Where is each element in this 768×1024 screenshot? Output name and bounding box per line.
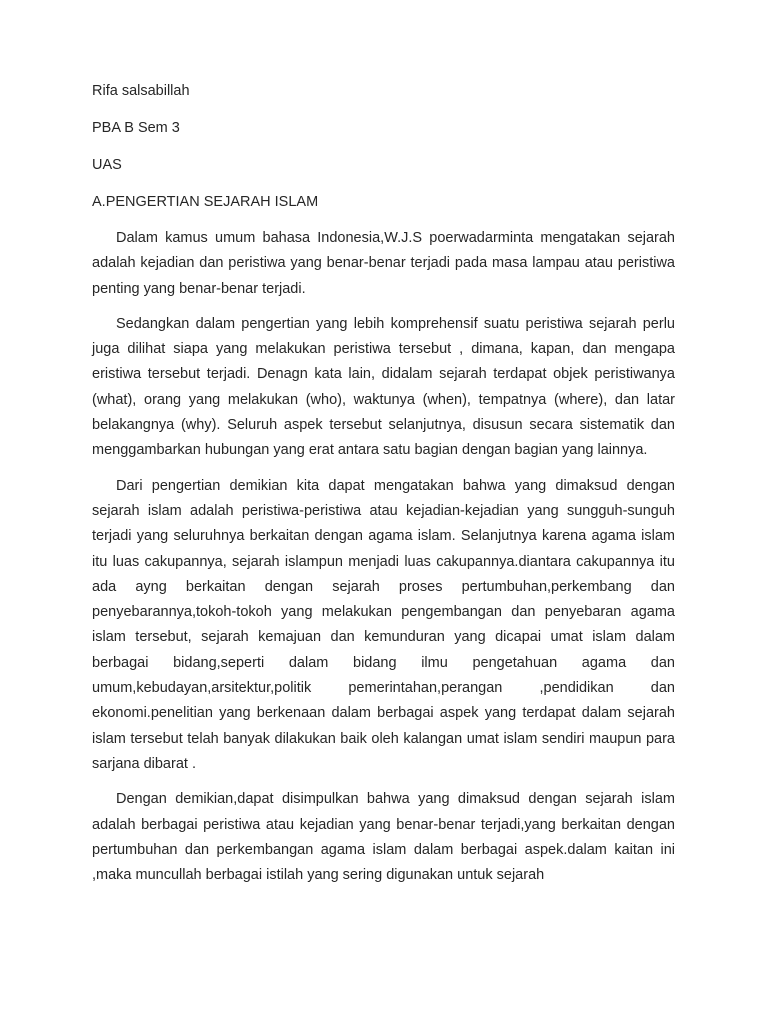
author-name: Rifa salsabillah bbox=[92, 83, 190, 99]
paragraph-3: Dari pengertian demikian kita dapat mengatakan bahwa yang dimaksud dengan sejarah islam adalah peristiwa-peristiwa atau kejadian-kejadian yang sungguh-sunguh terjadi yang seluruhnya berkaitan dengan agama islam. Selanjutnya karena agama islam itu luas cakupannya, sejarah islampun menjadi luas cakupannya.diantara cakupannya itu ada ayng berkaitan dengan sejarah proses pertumbuhan,perkembang dan penyebarannya,tokoh-tokoh yang melakukan pengembangan dan penyebaran agama islam tersebut, sejarah kemajuan dan kemunduran yang dicapai umat islam dalam berbagai bidang,seperti dalam bidang ilmu pengetahuan agama dan umum,kebudayan,arsitektur,politik pemerintahan,perangan ,pendidikan dan ekonomi.penelitian yang berkenaan dalam berbagai aspek yang terdapat dalam sejarah islam tersebut telah banyak dilakukan baik oleh kalangan umat islam sendiri maupun para sarjana dibarat . bbox=[92, 477, 675, 772]
document-page bbox=[92, 80, 675, 898]
class-info: PBA B Sem 3 bbox=[92, 120, 180, 136]
exam-label: UAS bbox=[92, 157, 122, 173]
paragraph-1: Dalam kamus umum bahasa Indonesia,W.J.S poerwadarminta mengatakan sejarah adalah kejadian dan peristiwa yang benar-benar terjadi pada masa lampau atau peristiwa penting yang benar-benar terjadi. bbox=[92, 230, 675, 297]
paragraph-4: Dengan demikian,dapat disimpulkan bahwa yang dimaksud dengan sejarah islam adalah berbagai peristiwa atau kejadian yang benar-benar terjadi,yang berkaitan dengan pertumbuhan dan perkembangan agama islam dalam berbagai aspek.dalam kaitan ini ,maka muncullah berbagai istilah yang sering digunakan untuk sejarah bbox=[92, 791, 675, 884]
paragraph-2: Sedangkan dalam pengertian yang lebih komprehensif suatu peristiwa sejarah perlu juga dilihat siapa yang melakukan peristiwa tersebut , dimana, kapan, dan mengapa eristiwa tersebut terjadi. Denagn kata lain, didalam sejarah terdapat objek peristiwanya (what), orang yang melakukan (who), waktunya (when), tempatnya (where), dan latar belakangnya (why). Seluruh aspek tersebut selanjutnya, disusun secara sistematik dan menggambarkan hubungan yang erat antara satu bagian dengan bagian yang lainnya. bbox=[92, 315, 675, 459]
section-title: A.PENGERTIAN SEJARAH ISLAM bbox=[92, 194, 319, 210]
